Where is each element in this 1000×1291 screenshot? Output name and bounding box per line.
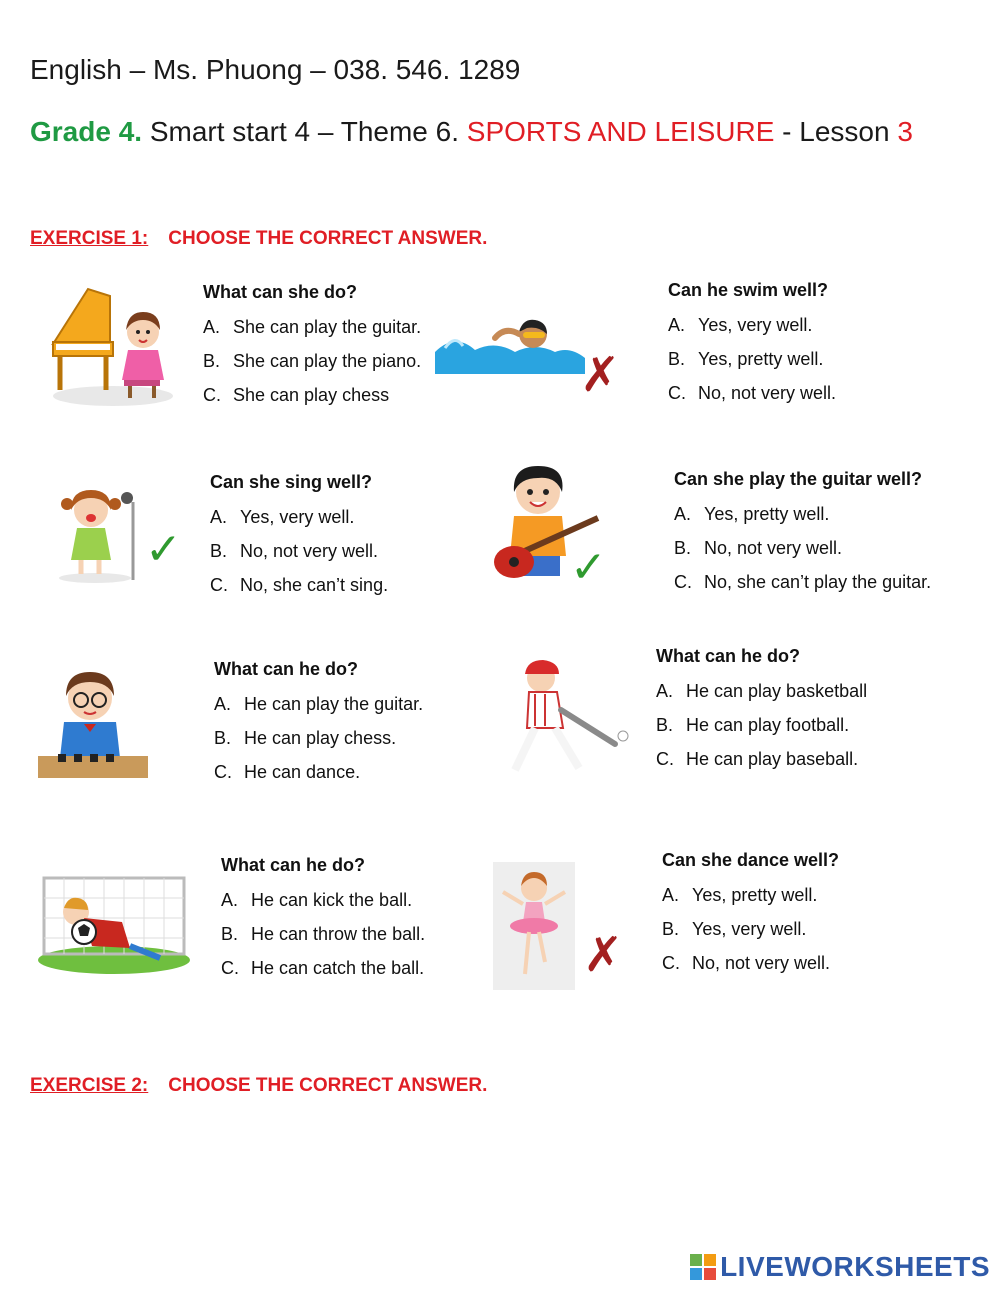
option-c[interactable]: C. No, she can’t sing.: [210, 575, 389, 595]
option-a[interactable]: A. Yes, very well.: [668, 315, 813, 335]
liveworksheets-logo-icon: [690, 1254, 716, 1280]
goalkeeper-picture: [38, 874, 190, 974]
theme-label: SPORTS AND LEISURE: [466, 116, 775, 147]
cross-mark: ✗: [580, 349, 621, 402]
option-b[interactable]: B. She can play the piano.: [203, 351, 422, 371]
lesson-title: [30, 116, 913, 148]
question-4: [674, 469, 931, 606]
option-a[interactable]: A. She can play the guitar.: [203, 317, 422, 337]
option-b[interactable]: B. He can throw the ball.: [221, 924, 426, 944]
exercise-2-heading: [30, 1075, 487, 1097]
option-b[interactable]: B. Yes, pretty well.: [668, 349, 824, 369]
exercise-2-title: CHOOSE THE CORRECT ANSWER.: [168, 1075, 488, 1096]
option-c[interactable]: C. No, not very well.: [662, 953, 831, 973]
question-7: [221, 855, 425, 992]
option-a[interactable]: A. Yes, pretty well.: [674, 504, 830, 524]
girl-singing-picture: [55, 480, 150, 584]
option-b[interactable]: B. He can play chess.: [214, 728, 397, 748]
girl-ballet-picture: [493, 862, 575, 990]
option-a[interactable]: A. He can play the guitar.: [214, 694, 424, 714]
boy-chess-picture: [38, 662, 148, 778]
option-c[interactable]: C. He can catch the ball.: [221, 958, 425, 978]
option-c[interactable]: C. She can play chess: [203, 385, 390, 405]
liveworksheets-brand: [690, 1251, 990, 1283]
question-text: What can he do?: [214, 659, 358, 679]
exercise-1-number: EXERCISE 1:: [30, 228, 149, 249]
check-mark: ✓: [570, 543, 607, 592]
lesson-number: 3: [897, 116, 913, 147]
course-label: Smart start 4 – Theme 6.: [142, 116, 467, 147]
check-mark: ✓: [145, 525, 182, 574]
option-a[interactable]: A. Yes, very well.: [210, 507, 355, 527]
question-text: What can he do?: [221, 855, 365, 875]
cross-mark: ✗: [583, 929, 624, 982]
option-c[interactable]: C. No, not very well.: [668, 383, 837, 403]
lesson-label: - Lesson: [774, 116, 898, 147]
option-a[interactable]: A. He can play basketball: [656, 681, 868, 701]
question-text: Can she sing well?: [210, 472, 373, 492]
question-6: [656, 646, 867, 783]
option-b[interactable]: B. No, not very well.: [210, 541, 379, 561]
option-c[interactable]: C. He can dance.: [214, 762, 361, 782]
teacher-line: English – Ms. Phuong – 038. 546. 1289: [30, 54, 521, 85]
exercise-2-number: EXERCISE 2:: [30, 1075, 149, 1096]
option-a[interactable]: A. He can kick the ball.: [221, 890, 413, 910]
option-b[interactable]: B. Yes, very well.: [662, 919, 807, 939]
boy-baseball-picture: [505, 656, 633, 778]
question-text: Can she play the guitar well?: [674, 469, 923, 489]
boy-swimming-picture: [435, 312, 585, 380]
question-1: [203, 282, 421, 419]
exercise-1-title: CHOOSE THE CORRECT ANSWER.: [168, 228, 488, 249]
question-8: [662, 850, 839, 987]
question-text: Can he swim well?: [668, 280, 829, 300]
question-text: What can she do?: [203, 282, 358, 302]
exercise-1-heading: [30, 228, 487, 250]
question-text: What can he do?: [656, 646, 800, 666]
option-b[interactable]: B. No, not very well.: [674, 538, 843, 558]
girl-piano-picture: [48, 284, 178, 408]
option-b[interactable]: B. He can play football.: [656, 715, 850, 735]
brand-name: LIVEWORKSHEETS: [720, 1251, 990, 1282]
question-2: [668, 280, 836, 417]
grade-label: Grade 4.: [30, 116, 143, 147]
question-3: [210, 472, 388, 609]
option-c[interactable]: C. No, she can’t play the guitar.: [674, 572, 932, 592]
question-5: [214, 659, 423, 796]
question-text: Can she dance well?: [662, 850, 840, 870]
option-a[interactable]: A. Yes, pretty well.: [662, 885, 818, 905]
option-c[interactable]: C. He can play baseball.: [656, 749, 859, 769]
